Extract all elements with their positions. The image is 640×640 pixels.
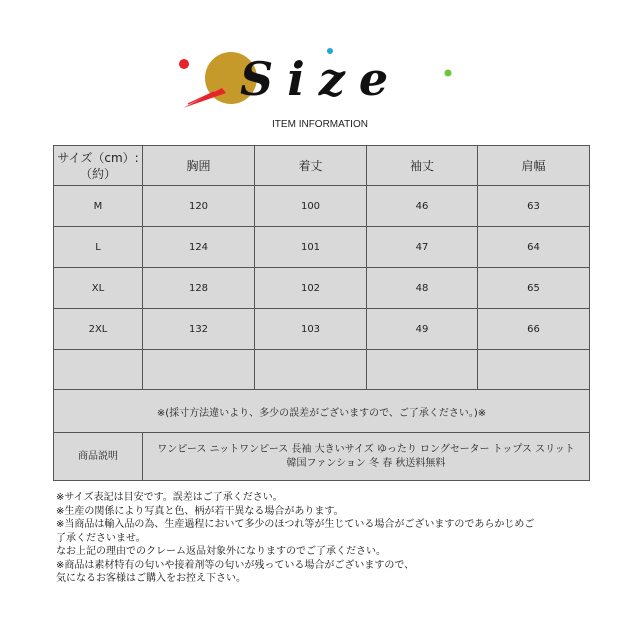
column-header: 着丈 xyxy=(255,146,367,186)
empty-cell xyxy=(255,350,367,390)
footnote: ※当商品は輸入品の為、生産過程において多少のほつれ等が生じている場合がございますのであらかじめご xyxy=(56,519,535,530)
table-cell: 66 xyxy=(478,309,590,350)
footnotes xyxy=(56,491,616,586)
size-label: L xyxy=(54,227,143,268)
table-cell: 102 xyxy=(255,268,367,309)
table-cell: 63 xyxy=(478,186,590,227)
table-cell: 64 xyxy=(478,227,590,268)
footnote: なお上記の理由でのクレーム返品対象外になりますのでご了承ください。 xyxy=(56,546,386,557)
table-row xyxy=(54,268,590,309)
table-cell: 65 xyxy=(478,268,590,309)
column-header: 胸囲 xyxy=(143,146,255,186)
description-label: 商品説明 xyxy=(54,433,143,481)
table-cell: 47 xyxy=(367,227,478,268)
corner-label xyxy=(54,146,143,186)
item-information-title: ITEM INFORMATION xyxy=(272,119,368,130)
footnote: 気になるお客様はご購入をお控え下さい。 xyxy=(56,573,246,584)
table-cell: 132 xyxy=(143,309,255,350)
table-row xyxy=(54,227,590,268)
size-label: XL xyxy=(54,268,143,309)
description-text xyxy=(143,433,590,481)
table-cell: 120 xyxy=(143,186,255,227)
column-header: 肩幅 xyxy=(478,146,590,186)
size-label: 2XL xyxy=(54,309,143,350)
logo-text: Size xyxy=(240,52,403,106)
red-dot-icon xyxy=(179,59,189,69)
size-label: M xyxy=(54,186,143,227)
empty-cell xyxy=(367,350,478,390)
corner-label-line2: （約） xyxy=(79,166,116,181)
table-cell: 46 xyxy=(367,186,478,227)
green-dot-icon xyxy=(445,70,452,77)
table-cell: 128 xyxy=(143,268,255,309)
footnote: ※商品は素材特有の匂いや接着剤等の匂いが残っている場合がございますので、 xyxy=(56,559,415,571)
footnote: ※生産の関係により写真と色、柄が若干異なる場合があります。 xyxy=(56,505,344,517)
description-line: 韓国ファンション 冬 春 秋送料無料 xyxy=(286,457,446,469)
table-row xyxy=(54,186,590,227)
table-cell: 124 xyxy=(143,227,255,268)
table-header-row xyxy=(54,146,590,186)
corner-label-line1: サイズ（cm）: xyxy=(57,150,139,165)
empty-cell xyxy=(478,350,590,390)
empty-cell xyxy=(143,350,255,390)
table-cell: 101 xyxy=(255,227,367,268)
footnote: 了承くださいませ。 xyxy=(56,532,146,544)
empty-cell xyxy=(54,350,143,390)
size-logo xyxy=(0,0,640,120)
table-cell: 100 xyxy=(255,186,367,227)
empty-row xyxy=(54,350,590,390)
size-table xyxy=(53,145,590,481)
table-cell: 103 xyxy=(255,309,367,350)
column-header: 袖丈 xyxy=(367,146,478,186)
description-line: ワンピース ニットワンピース 長袖 大きいサイズ ゆったり ロングセーター トップス スリット xyxy=(157,443,575,455)
table-cell: 49 xyxy=(367,309,478,350)
footnote: ※サイズ表記は目安です。誤差はご了承ください。 xyxy=(56,492,283,503)
measurement-note-row xyxy=(54,390,590,433)
measurement-note: ※(採寸方法違いより、多少の誤差がございますので、ご了承ください。)※ xyxy=(54,390,590,433)
description-row xyxy=(54,433,590,481)
table-row xyxy=(54,309,590,350)
table-cell: 48 xyxy=(367,268,478,309)
